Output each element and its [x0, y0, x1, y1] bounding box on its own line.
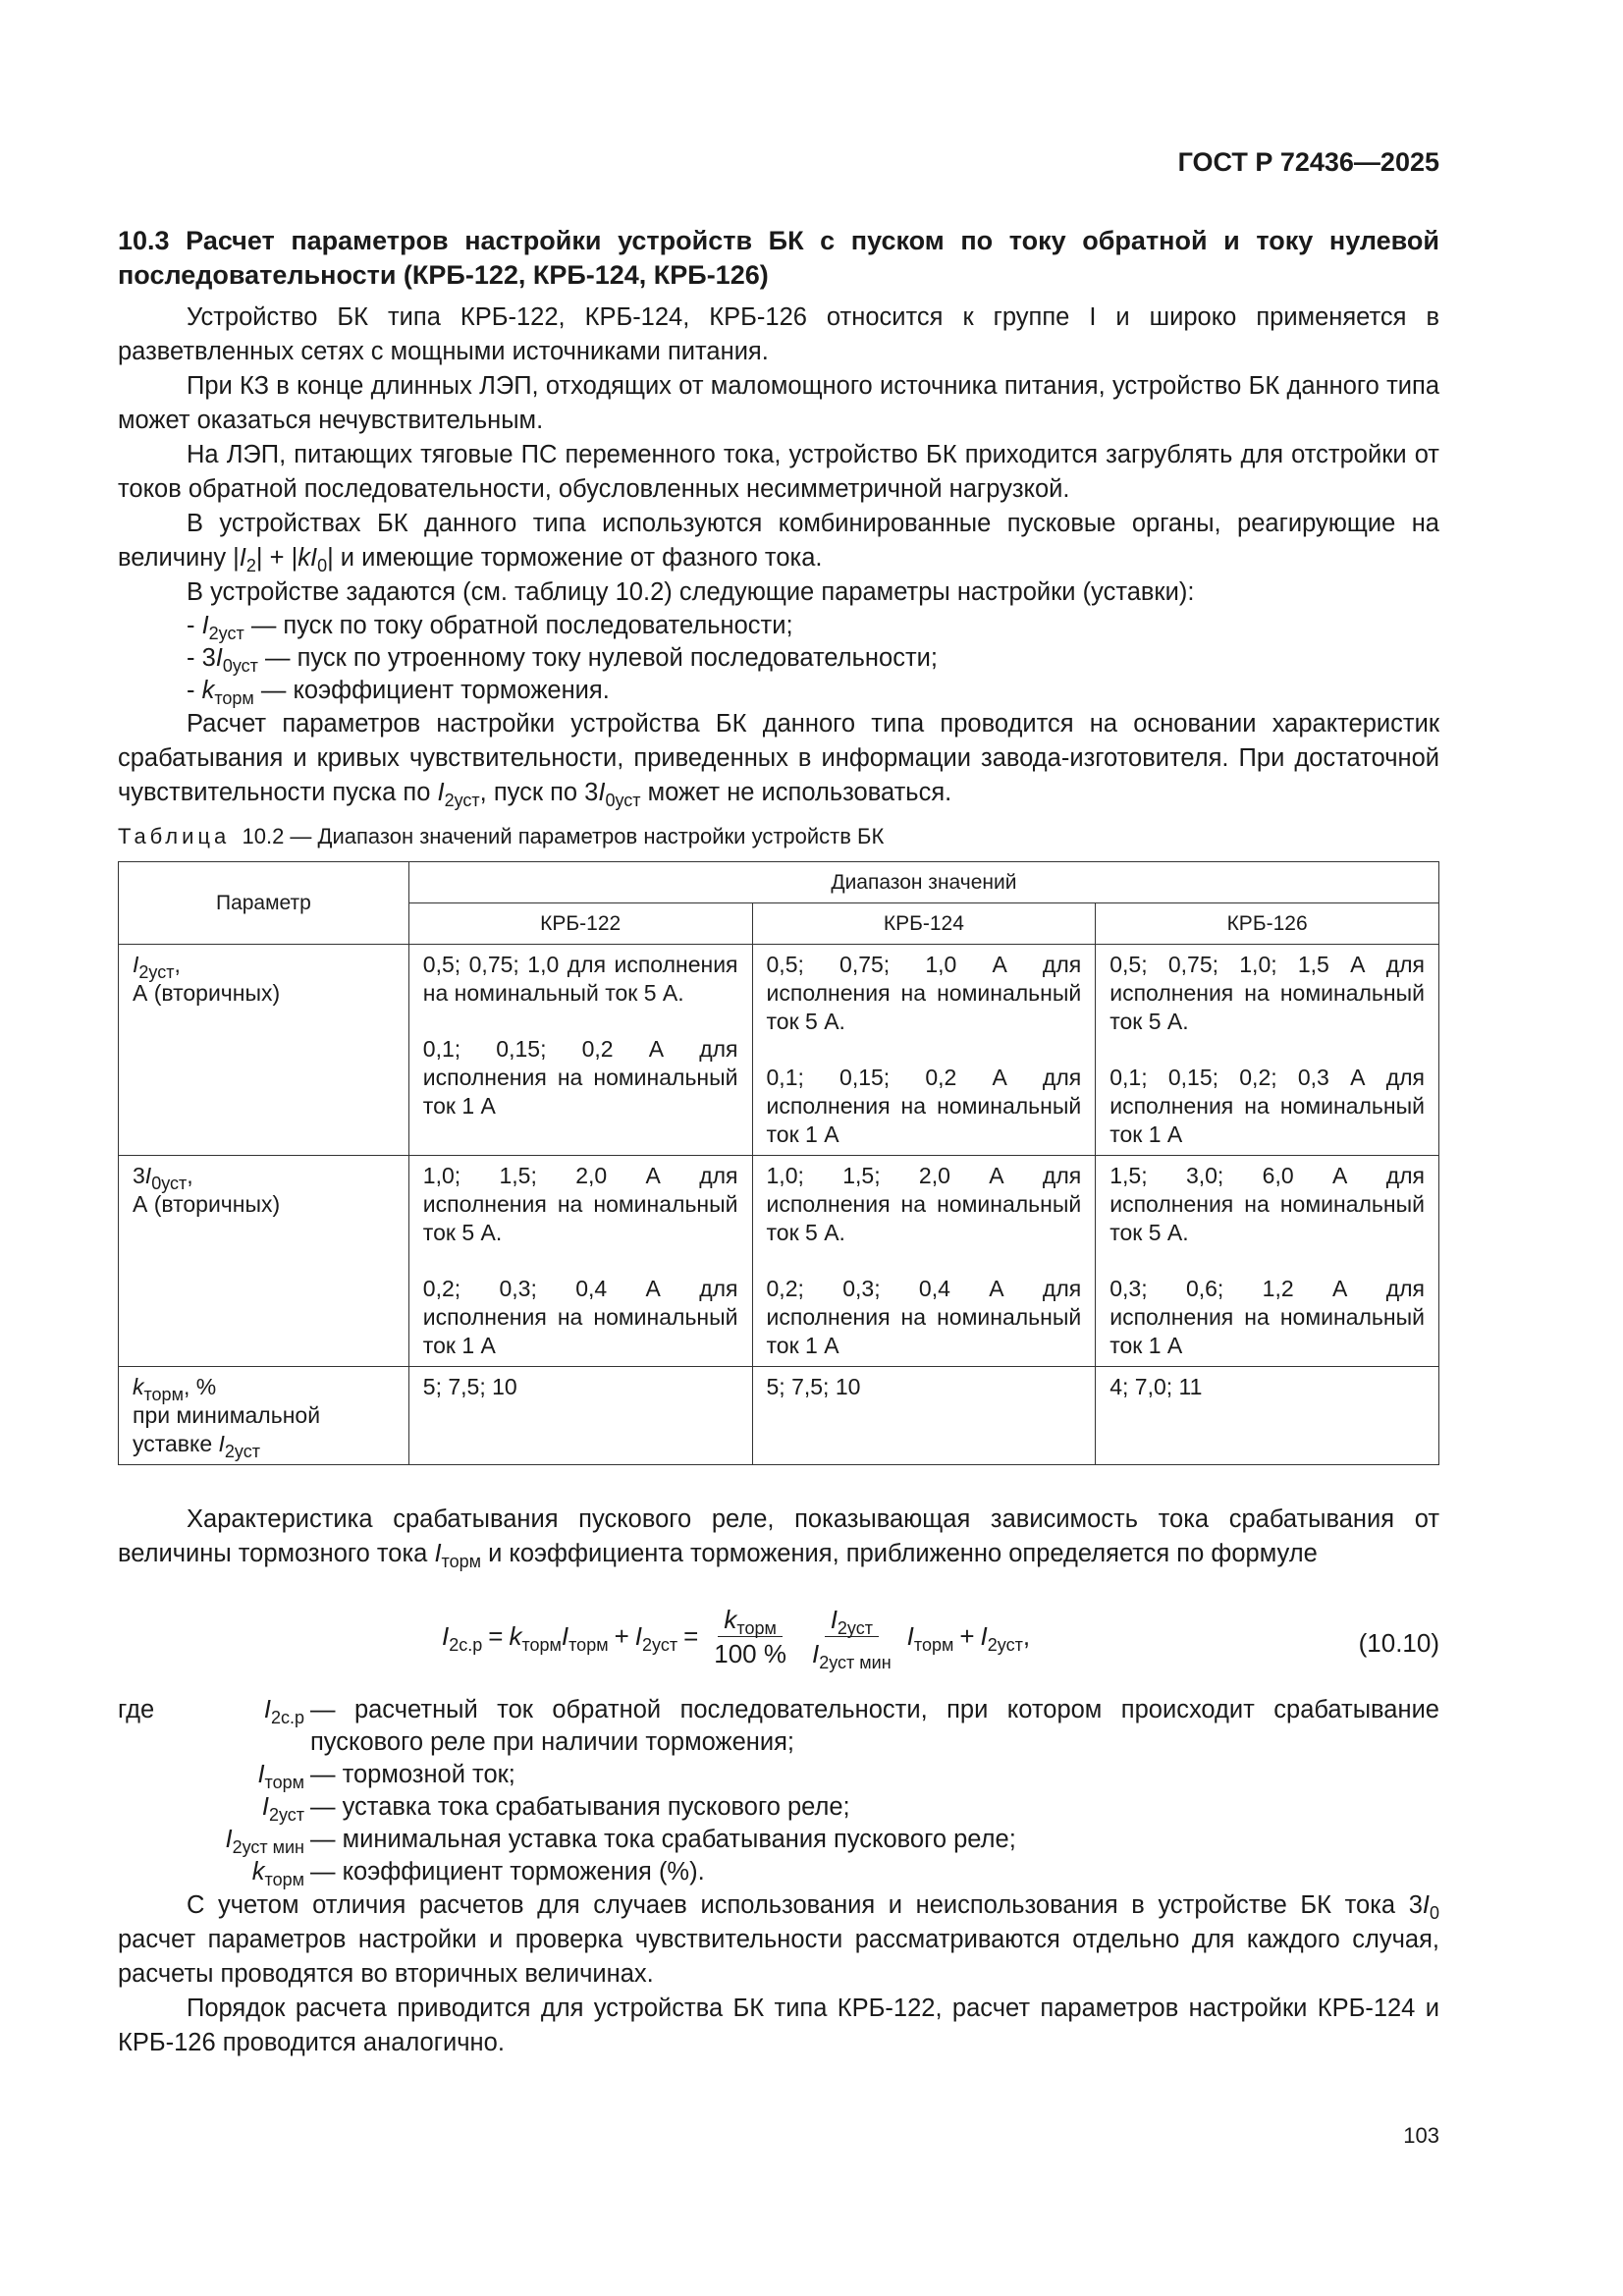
- formula-expression: $I_{2с.р}$ = $k_{торм}I_{торм}$ + $I_{2уст}$ = $\frac{k_{торм}}{100 \%}$ $\frac{I_{2уст}}{I_{2уст мин}}$ $I_{торм}$ + $I_{2уст}$,: [442, 1605, 1031, 1672]
- page-number: 103: [1403, 2123, 1439, 2148]
- paragraph-1: Устройство БК типа КРБ-122, КРБ-124, КРБ-126 относится к группе I и широко применяется в разветвленных сетях с мощными источниками питания.: [118, 303, 1439, 365]
- paragraph-4: В устройствах БК данного типа используются комбинированные пусковые органы, реагирующие на величину $|I_2| + |kI_0|$ и имеющие торможение от фазного тока.: [118, 510, 1439, 575]
- list-item-3i0ust: - $3I_{0уст}$ — пуск по утроенному току нулевой последовательности;: [187, 644, 938, 676]
- section-heading: 10.3 Расчет параметров настройки устройств БК с пуском по току обратной и току нулевой последовательности (КРБ-122, КРБ-124, КРБ-126): [118, 226, 1439, 290]
- table-header-range: Диапазон значений: [408, 862, 1438, 903]
- table-row: [119, 1367, 1439, 1465]
- table-header-krb122: КРБ-122: [408, 903, 752, 945]
- param-cell-i2ust: $I_{2уст}$, А (вторичных): [119, 945, 409, 1156]
- value-cell: 1,5; 3,0; 6,0 А для исполнения на номинальный ток 5 А. 0,3; 0,6; 1,2 А для исполнения на номинальный ток 1 А: [1096, 1156, 1439, 1367]
- paragraph-6: Расчет параметров настройки устройства БК данного типа проводится на основании характеристик срабатывания и кривых чувствительности, приведенных в информации завода-изготовителя. При достаточной чувствительности пуска по $I_{2уст}$, пуск по $3I_{0уст}$ может не использоваться.: [118, 710, 1439, 810]
- formula-10-10: [118, 1589, 1439, 1682]
- list-item-ktorm: - $k_{торм}$ — коэффициент торможения.: [187, 677, 610, 708]
- paragraph-7: Характеристика срабатывания пускового реле, показывающая зависимость тока срабатывания от величины тормозного тока $I_{торм}$ и коэффициента торможения, приближенно определяется по формуле: [118, 1505, 1439, 1571]
- table-header-krb124: КРБ-124: [752, 903, 1096, 945]
- formula-legend: [118, 1694, 1439, 1888]
- document-standard-number: ГОСТ Р 72436—2025: [1177, 147, 1439, 177]
- paragraph-2: При КЗ в конце длинных ЛЭП, отходящих от маломощного источника питания, устройство БК данного типа может оказаться нечувствительным.: [118, 372, 1439, 434]
- value-cell: 5; 7,5; 10: [752, 1367, 1096, 1465]
- formula-number: (10.10): [1358, 1628, 1439, 1658]
- legend-row: $I_{2уст мин}$ — минимальная уставка тока срабатывания пускового реле;: [225, 1826, 1016, 1857]
- table-caption: Таблица 10.2 — Диапазон значений параметров настройки устройств БК: [118, 824, 885, 848]
- table-header-parameter: Параметр: [119, 862, 409, 945]
- settings-range-table: [118, 861, 1439, 1465]
- legend-row: где $I_{2с.р}$ — расчетный ток обратной последовательности, при котором происходит срабатывание пускового реле при наличии торможения;: [118, 1696, 1439, 1756]
- table-header-krb126: КРБ-126: [1096, 903, 1439, 945]
- value-cell: 0,5; 0,75; 1,0 А для исполнения на номинальный ток 5 А. 0,1; 0,15; 0,2 А для исполнения на номинальный ток 1 А: [752, 945, 1096, 1156]
- value-cell: 0,5; 0,75; 1,0; 1,5 А для исполнения на номинальный ток 5 А. 0,1; 0,15; 0,2; 0,3 А для исполнения на номинальный ток 1 А: [1096, 945, 1439, 1156]
- legend-row: $k_{торм}$ — коэффициент торможения (%).: [251, 1858, 705, 1889]
- legend-row: $I_{2уст}$ — уставка тока срабатывания пускового реле;: [261, 1793, 850, 1825]
- table-row: [119, 1156, 1439, 1367]
- fraction-ktorm-over-100: $\frac{k_{торм}}{100 \%}$: [714, 1605, 786, 1668]
- page-content: [118, 224, 1439, 2060]
- fraction-i2ust-over-i2ustmin: $\frac{I_{2уст}}{I_{2уст мин}}$: [812, 1605, 892, 1672]
- paragraph-9: Порядок расчета приводится для устройства БК типа КРБ-122, расчет параметров настройки КРБ-124 и КРБ-126 проводится аналогично.: [118, 1995, 1439, 2056]
- paragraph-3: На ЛЭП, питающих тяговые ПС переменного тока, устройство БК приходится загрублять для отстройки от токов обратной последовательности, обусловленных несимметричной нагрузкой.: [118, 441, 1439, 503]
- value-cell: 4; 7,0; 11: [1096, 1367, 1439, 1465]
- value-cell: 5; 7,5; 10: [408, 1367, 752, 1465]
- param-cell-ktorm: $k_{торм}$, % при минимальной уставке $I_{2уст}$: [119, 1367, 409, 1465]
- table-row: [119, 945, 1439, 1156]
- value-cell: 1,0; 1,5; 2,0 А для исполнения на номинальный ток 5 А. 0,2; 0,3; 0,4 А для исполнения на номинальный ток 1 А: [408, 1156, 752, 1367]
- paragraph-8: С учетом отличия расчетов для случаев использования и неиспользования в устройстве БК тока $3I_0$ расчет параметров настройки и проверка чувствительности рассматриваются отдельно для каждого случая, расчеты проводятся во вторичных величинах.: [118, 1891, 1439, 1988]
- legend-row: $I_{торм}$ — тормозной ток;: [257, 1761, 515, 1792]
- value-cell: 1,0; 1,5; 2,0 А для исполнения на номинальный ток 5 А. 0,2; 0,3; 0,4 А для исполнения на номинальный ток 1 А: [752, 1156, 1096, 1367]
- list-item-i2ust: - $I_{2уст}$ — пуск по току обратной последовательности;: [187, 612, 793, 643]
- paragraph-5: В устройстве задаются (см. таблицу 10.2) следующие параметры настройки (уставки):: [187, 578, 1195, 606]
- param-cell-3i0ust: $3I_{0уст}$, А (вторичных): [119, 1156, 409, 1367]
- value-cell: 0,5; 0,75; 1,0 для исполнения на номинальный ток 5 А. 0,1; 0,15; 0,2 А для исполнения на номинальный ток 1 А: [408, 945, 752, 1156]
